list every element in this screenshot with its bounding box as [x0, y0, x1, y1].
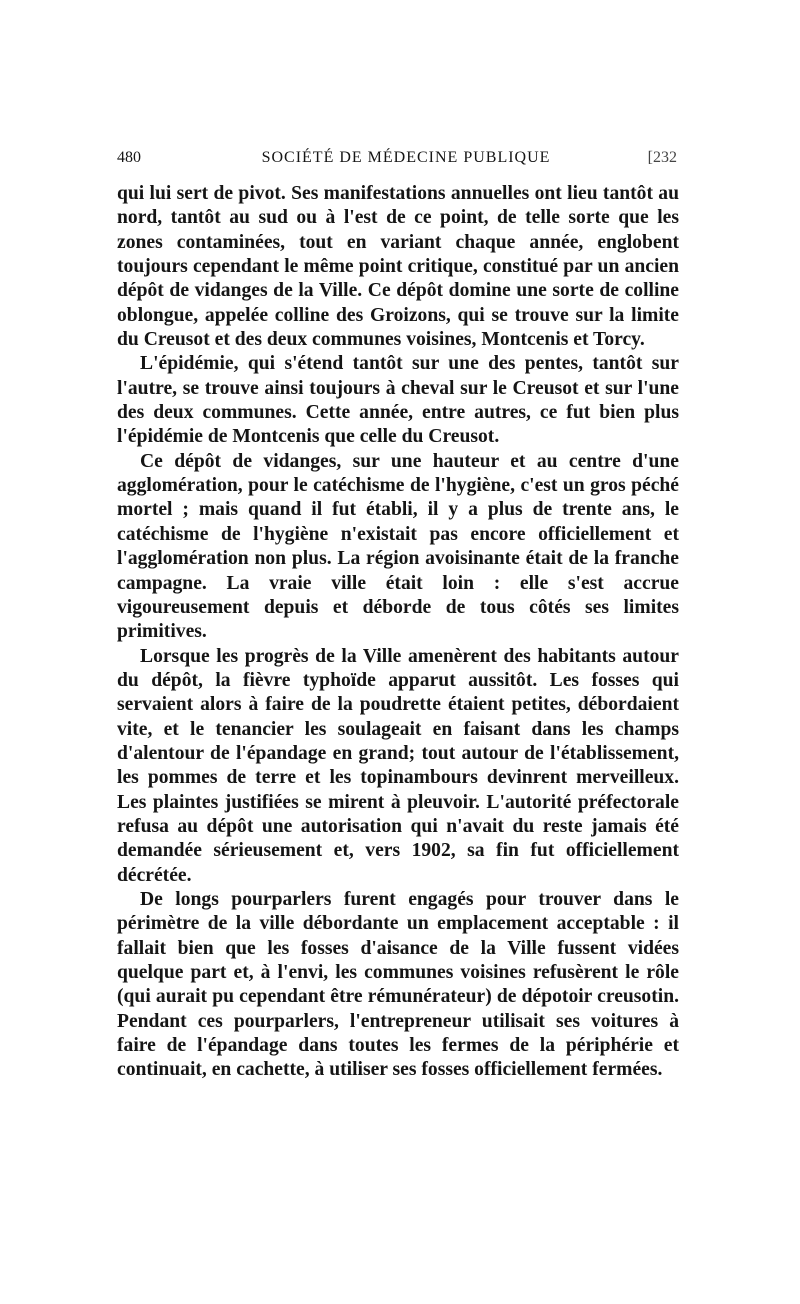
paragraph-negotiations: De longs pourparlers furent engagés pour trouver dans le périmètre de la ville débordante un emplacement acceptable : il fallait bien que les fosses d'aisance de la Ville fussent vidées quelque part et, à l'envi, les communes voisines refusèrent le rôle (qui aurait pu cependant être rémunérateur) de dépotoir creusotin. Pendant ces pourparlers, l'entrepreneur utilisait ses voitures à faire de l'épandage dans toutes les fermes de la périphérie et continuait, en cachette, à utiliser ses fosses officiellement fermées. — [117, 888, 679, 1081]
page-number: 480 — [117, 149, 141, 166]
paragraph-progress: Lorsque les progrès de la Ville amenèrent des habitants autour du dépôt, la fièvre typhoïde apparut aussitôt. Les fosses qui servaient alors à faire de la poudrette étaient petites, débordaient vite, et le tenancier les soulageait en faisant dans les champs d'alentour de l'épandage en grand; tout autour de l'établissement, les pommes de terre et les topinambours devinrent merveilleux. Les plaintes justifiées se mirent à pleuvoir. L'autorité préfectorale refusa au dépôt une autorisation qui n'avait du reste jamais été demandée sérieusement et, vers 1902, sa fin fut officiellement décrétée. — [117, 645, 679, 886]
running-head — [117, 146, 677, 170]
running-title: SOCIÉTÉ DE MÉDECINE PUBLIQUE — [261, 149, 551, 166]
paragraph-deposit: Ce dépôt de vidanges, sur une hauteur et au centre d'une agglomération, pour le catéchisme de l'hygiène, c'est un gros péché mortel ; mais quand il fut établi, il y a plus de trente ans, le catéchisme de l'hygiène n'existait pas encore officiellement et l'agglomération non plus. La région avoisinante était de la franche campagne. La vraie ville était loin : elle s'est accrue vigoureusement depuis et déborde de tous côtés ses limites primitives. — [117, 450, 679, 643]
body-text — [117, 182, 679, 1083]
page-reference: [232 — [647, 149, 677, 166]
paragraph-continuation: qui lui sert de pivot. Ses manifestations annuelles ont lieu tantôt au nord, tantôt au sud ou à l'est de ce point, de telle sorte que les zones contaminées, tout en variant chaque année, englobent toujours cependant le même point critique, constitué par un ancien dépôt de vidanges de la Ville. Ce dépôt domine une sorte de colline oblongue, appelée colline des Groizons, qui se trouve sur la limite du Creusot et des deux communes voisines, Montcenis et Torcy. — [117, 183, 679, 351]
paragraph-epidemic: L'épidémie, qui s'étend tantôt sur une des pentes, tantôt sur l'autre, se trouve ainsi toujours à cheval sur le Creusot et sur l'une des deux communes. Cette année, entre autres, ce fut bien plus l'épidémie de Montcenis que celle du Creusot. — [117, 353, 679, 448]
